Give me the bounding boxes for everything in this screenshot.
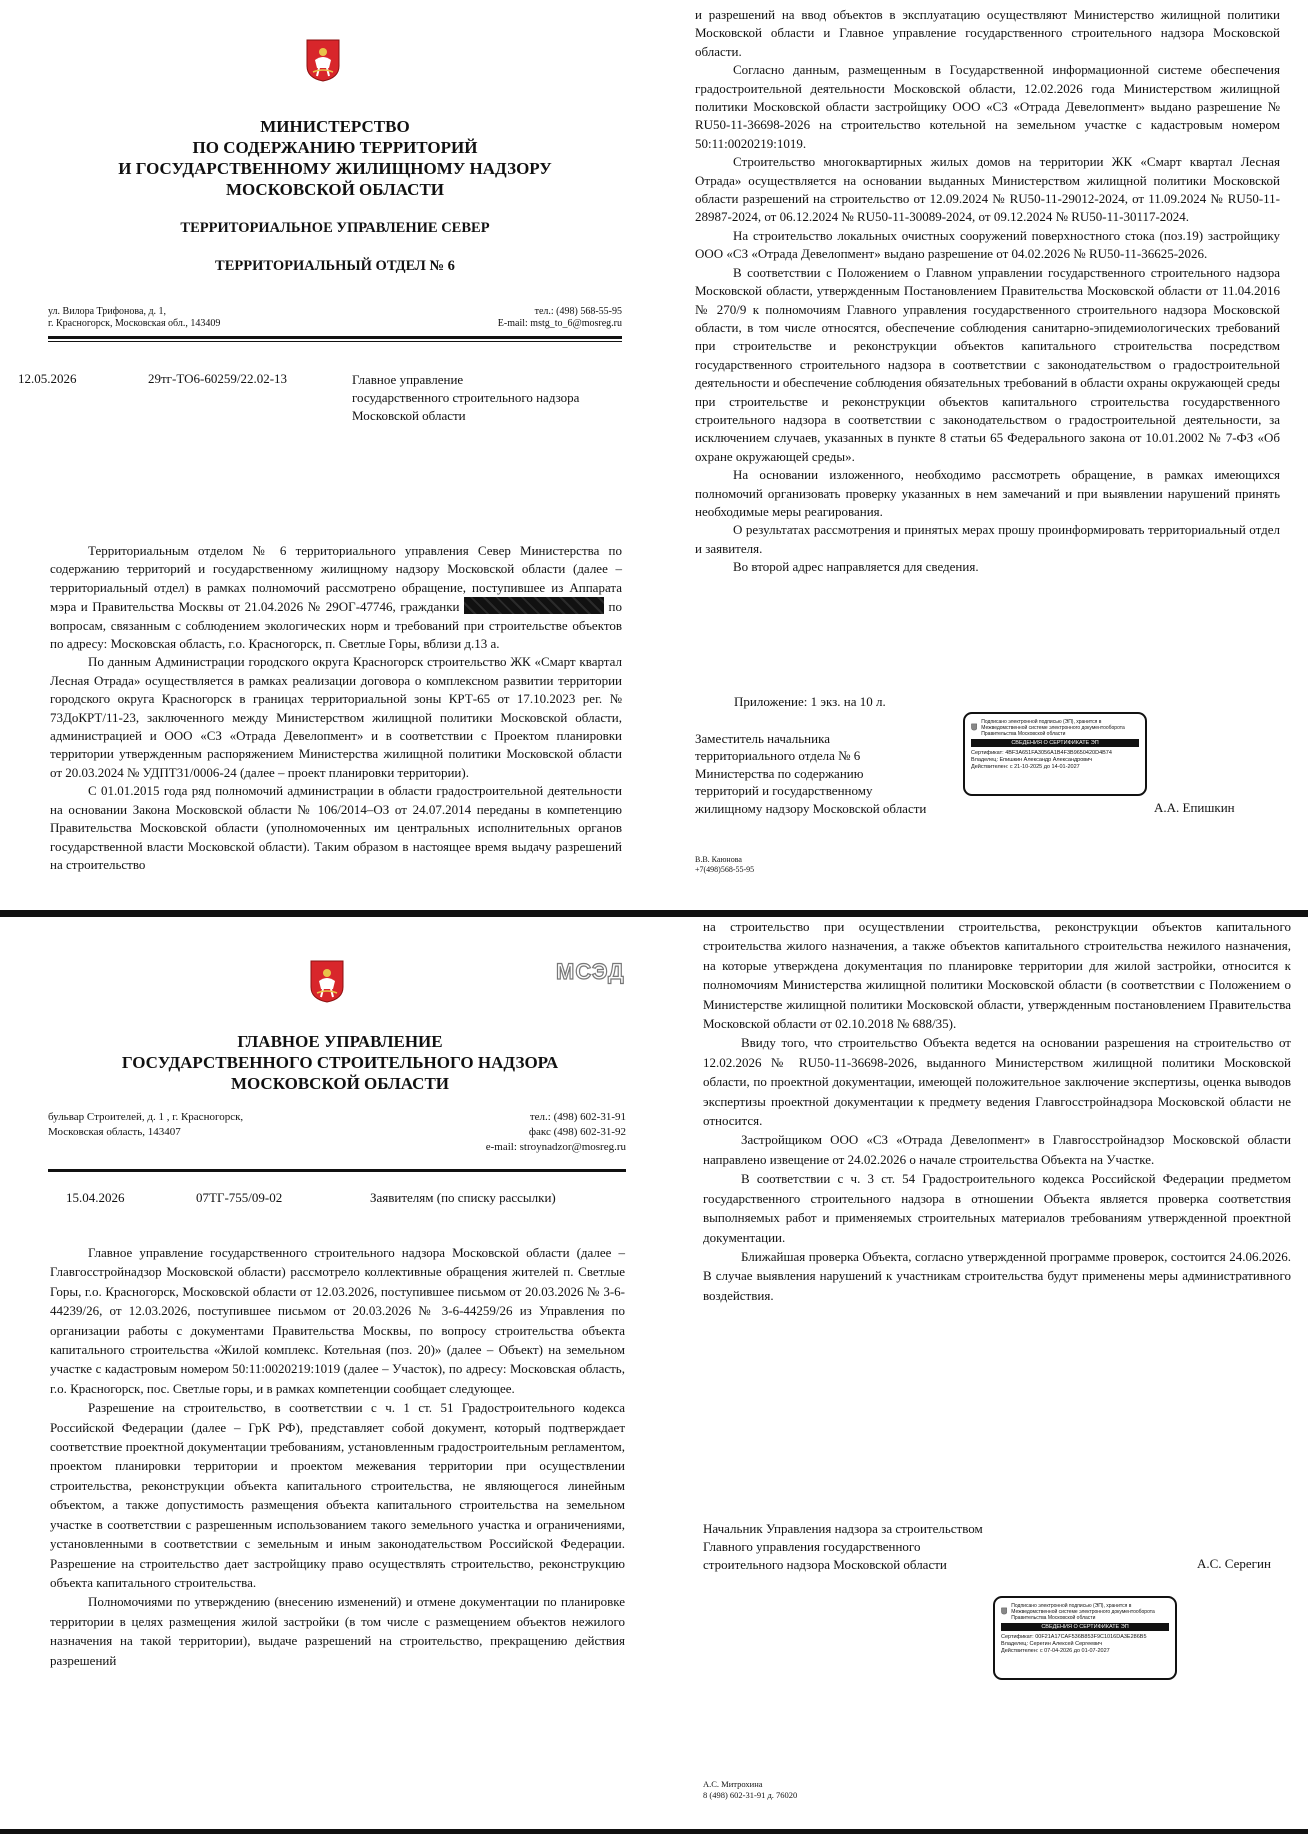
certificate-id: Сертификат: 00F21A17CAF536B853F9C1016DA3E286B5 xyxy=(1001,1634,1147,1640)
e-signature-header xyxy=(971,719,1139,737)
org-line: МОСКОВСКОЙ ОБЛАСТИ xyxy=(225,180,445,199)
paragraph: Согласно данным, размещенным в Государственной информационной системе обеспечения градостроительной деятельности Московской области, 12.02.2026 года Министерством жилищной политики Московской области застройщику ООО «СЗ «Отрада Девелопмент» выдано разрешение № RU50-11-36698-2026 на строительство котельной на земельном участке с кадастровым номером 50:11:0020219:1019. xyxy=(695,62,1280,151)
phone: тел.: (498) 602-31-91 xyxy=(529,1111,626,1123)
header-rule xyxy=(48,1169,626,1172)
signer-title-line: Главного управления государственного xyxy=(703,1539,921,1554)
e-signature-header-text: Подписано электронной подписью (ЭП), хранится в Межведомственной системе электронного документооборота Правительства Московской области xyxy=(1011,1603,1155,1621)
executor-name: А.С. Митрохина xyxy=(703,1779,763,1789)
signer-title xyxy=(703,1520,983,1574)
addressee-line: Главное управление xyxy=(352,372,464,387)
paragraph: Во второй адрес направляется для сведения. xyxy=(733,559,979,575)
org-header xyxy=(80,116,590,200)
paragraph: Главное управление государственного строительного надзора Московской области (далее – Главгосстройнадзор Московской области) рассмотрело коллективные обращения жителей п. Светлые Горы, г.о. Красногорск, Московской области от 12.03.2026, поступившее письмом от 20.03.2026 № 3-6-44239/26, от 12.03.2026, поступившее письмом от 20.03.2026 № 3-6-44259/26 из Управления по организации работы с документами Правительства Москвы, по вопросу строительства объекта капитального строительства «Жилой комплекс. Котельная (поз. 20)» (далее – Объект) на земельном участке с кадастровым номером 50:11:0020219:1019 (далее – Участок), по адресу: Московская область, г.о. Красногорск, пос. Светлые горы, и в рамках компетенции сообщает следующее. xyxy=(50,1245,625,1396)
letter-2-body-right xyxy=(703,917,1291,1305)
office-title: ТЕРРИТОРИАЛЬНЫЙ ОТДЕЛ № 6 xyxy=(215,258,455,274)
coat-of-arms-icon xyxy=(1001,1603,1007,1619)
org-line: МОСКОВСКОЙ ОБЛАСТИ xyxy=(230,1074,450,1093)
paragraph: и разрешений на ввод объектов в эксплуатацию осуществляют Министерство жилищной политики Московской области и Главное управление государственного строительного надзора Московской области. xyxy=(695,7,1280,59)
org-line: И ГОСУДАРСТВЕННОМУ ЖИЛИЩНОМУ НАДЗОРУ xyxy=(118,159,552,178)
org-line: ГОСУДАРСТВЕННОГО СТРОИТЕЛЬНОГО НАДЗОРА xyxy=(121,1053,559,1072)
letter-1-body-left xyxy=(50,542,622,874)
signer-title-line: территориального отдела № 6 xyxy=(695,748,861,764)
e-signature-header-text: Подписано электронной подписью (ЭП), хранится в Межведомственной системе электронного документооборота Правительства Московской области xyxy=(981,719,1125,737)
addressee: Заявителям (по списку рассылки) xyxy=(370,1190,556,1205)
signer-name: А.С. Серегин xyxy=(1197,1556,1271,1571)
signer-title-line: территорий и государственному xyxy=(695,783,873,799)
certificate-validity: Действителен: с 21-10-2025 до 14-01-2027 xyxy=(971,764,1080,770)
header-rule-thin xyxy=(48,341,622,342)
paragraph: В соответствии с Положением о Главном управлении государственного строительного надзора Московской области, утвержденным Постановлением Правительства Московской области от 11.04.2016 № 270/9 к полномочиям Главного управления государственного строительного надзора Московской области, в том числе относятся, обеспечение соблюдения санитарно-эпидемиологических требований при строительстве и реконструкции объектов капитального строительства посредством государственного строительного надзора в соответствии с законодательством о градостроительной деятельности и обеспечение соблюдения обязательных требований в области охраны окружающей среды при строительстве и реконструкции объектов капитального строительства государственного строительного надзора в соответствии с законодательством о градостроительной деятельности, за исключением случаев, указанных в пункте 8 статьи 65 Федерального закона от 10.01.2002 № 7-ФЗ «Об охране окружающей среды». xyxy=(695,264,1280,464)
paragraph: Строительство многоквартирных жилых домов на территории ЖК «Смарт квартал Лесная Отрада» осуществляется на основании выданных Министерством жилищной политики Московской области разрешений на строительство от 12.09.2024 № RU50-11-29012-2024, от 11.09.2024 № RU50-11-28987-2024, от 06.12.2024 № RU50-11-30089-2024, от 09.12.2024 № RU50-11-30117-2024. xyxy=(695,154,1280,225)
org-line: ГЛАВНОЕ УПРАВЛЕНИЕ xyxy=(237,1032,443,1051)
org-line: МИНИСТЕРСТВО xyxy=(260,117,410,136)
executor xyxy=(703,1779,797,1801)
paragraph: На строительство локальных очистных сооружений поверхностного стока (поз.19) застройщику ООО «СЗ «Отрада Девелопмент» выдано разрешение от 04.02.2026 № RU50-11-36625-2026. xyxy=(695,227,1280,262)
certificate-owner: Владелец: Епишкин Александр Александрович xyxy=(971,757,1093,763)
signer-title-line: Заместитель начальника xyxy=(695,731,830,746)
org-line: ПО СОДЕРЖАНИЮ ТЕРРИТОРИЙ xyxy=(192,138,478,157)
address-line: Московская область, 143407 xyxy=(48,1126,181,1138)
e-signature-band: СВЕДЕНИЯ О СЕРТИФИКАТЕ ЭП xyxy=(971,739,1139,747)
e-signature-stamp xyxy=(993,1596,1177,1680)
sender-address xyxy=(48,306,348,330)
attachment-note: Приложение: 1 экз. на 10 л. xyxy=(734,694,886,709)
executor-phone: +7(498)568-55-95 xyxy=(695,865,755,874)
paragraph: Разрешение на строительство, в соответствии с ч. 1 ст. 51 Градостроительного кодекса Российской Федерации (далее – ГрК РФ), представляет собой документ, который подтверждает соответствие проектной документации требованиям, установленным градостроительным регламентом, проектом планировки территории и проектом межевания территории при осуществлении строительства, реконструкции объекта капитального строительства, не являющегося линейным объектом, а также допустимость размещения объекта капитального строительства на земельном участке в соответствии с разрешенным использованием такого земельного участка и ограничениями, установленными в соответствии с земельным и иным законодательством Российской Федерации. Разрешение на строительство дает застройщику право осуществлять строительство, реконструкцию объекта капитального строительства. xyxy=(50,1400,625,1590)
paragraph: Полномочиями по утверждению (внесению изменений) и отмене документации по планировке территории в целях размещения жилой застройки (в том числе с размещением объектов нежилого назначения на такой территории), выдаче разрешений на строительство, прекращению действия разрешений xyxy=(50,1594,625,1668)
sender-contacts xyxy=(380,1110,626,1155)
letter-1 xyxy=(0,0,1308,910)
paragraph: Ввиду того, что строительство Объекта ведется на основании разрешения на строительство от 12.02.2026 № RU50-11-36698-2026, выданного Министерством жилищной политики Московской области, по проектной документации, имеющей положительное заключение экспертизы, оценка выводов экспертизы проектной документации к предмету ведения Главгосстройнадзора Московской области не относится. xyxy=(703,1035,1291,1129)
letter-2 xyxy=(0,917,1308,1834)
executor-name: В.В. Каюнова xyxy=(695,855,742,864)
page-divider xyxy=(0,1829,1308,1834)
coat-of-arms-icon xyxy=(971,719,977,735)
executor xyxy=(695,855,754,875)
address-line: бульвар Строителей, д. 1 , г. Красногорск, xyxy=(48,1111,244,1123)
signer-title xyxy=(695,730,926,817)
executor-phone: 8 (498) 602-31-91 д. 76020 xyxy=(703,1790,798,1800)
dept-title: ТЕРРИТОРИАЛЬНОЕ УПРАВЛЕНИЕ СЕВЕР xyxy=(180,220,490,236)
e-signature-band: СВЕДЕНИЯ О СЕРТИФИКАТЕ ЭП xyxy=(1001,1623,1169,1631)
letter-ref: 07ТГ-755/09-02 xyxy=(196,1190,283,1205)
letter-date: 12.05.2026 xyxy=(18,371,77,386)
email: e-mail: stroynadzor@mosreg.ru xyxy=(485,1141,626,1153)
certificate-id: Сертификат: 4BF3A651FA3056A1B4F3B9650420D4B74 xyxy=(971,750,1112,756)
letter-2-body-left xyxy=(50,1243,625,1670)
sender-contacts xyxy=(380,306,622,330)
org-header xyxy=(80,1031,600,1094)
paragraph-text: по вопросам, связанным с соблюдением экологических норм и требований при строительстве объектов по адресу: Московская область, г.о. Красногорск, п. Светлые Горы, вблизи д.13 а. xyxy=(50,599,622,652)
fax: факс (498) 602-31-92 xyxy=(528,1126,626,1138)
signer-title-line: Министерства по содержанию xyxy=(695,765,864,781)
letter-date: 15.04.2026 xyxy=(66,1190,125,1205)
signer-title-line: строительного надзора Московской области xyxy=(703,1557,947,1572)
paragraph: По данным Администрации городского округа Красногорск строительство ЖК «Смарт квартал Лесная Отрада» осуществляется в рамках реализации договора о комплексном развитии территории городского округа Красногорск в границах территориальной зоны КРТ-65 от 17.10.2023 рег. № 73ДоКРТ/11-23, заключенного между Министерством жилищной политики Московской области, администрацией и ООО «СЗ «Отрада Девелопмент» и в соответствии с Проектом планировки территории утвержденным распоряжением Министерства жилищной политики Московской области от 20.03.2024 № УДПТ31/0006-24 (далее – проект планировки территории). xyxy=(50,654,622,780)
paragraph: На основании изложенного, необходимо рассмотреть обращение, в рамках имеющихся полномочий организовать проверку указанных в нем замечаний и при выявлении нарушений принять необходимые меры реагирования. xyxy=(695,467,1280,519)
msed-stamp: МСЭД xyxy=(556,959,625,984)
paragraph: Застройщиком ООО «СЗ «Отрада Девелопмент» в Главгосстройнадзор Московской области направлено извещение от 24.02.2026 о начале строительства Объекта на Участке. xyxy=(703,1132,1291,1167)
letter-1-body-right xyxy=(695,6,1280,577)
email: E-mail: mstg_to_6@mosreg.ru xyxy=(497,318,622,329)
phone: тел.: (498) 568-55-95 xyxy=(534,306,622,317)
e-signature-header xyxy=(1001,1603,1169,1621)
header-rule xyxy=(48,336,622,339)
paragraph: на строительство при осуществлении строительства, реконструкции объектов капитального строительства жилого назначения, а также объектов капитального строительства нежилого назначения, на которые утверждена документация по планировке территории для жилой застройки, относится к полномочиям Министерства жилищной политики Московской области (в соответствии с Положением о Министерстве жилищной политики Московской области, утвержденным постановлением Правительства Московской области от 02.10.2018 № 688/35). xyxy=(703,919,1291,1032)
signer-title-line: Начальник Управления надзора за строительством xyxy=(703,1521,983,1536)
address-line: ул. Вилора Трифонова, д. 1, xyxy=(48,306,167,317)
redaction-block xyxy=(464,597,604,614)
coat-of-arms-icon xyxy=(305,38,341,82)
address-line: г. Красногорск, Московская обл., 143409 xyxy=(48,318,221,329)
paragraph-text: Территориальным отделом № 6 территориального управления Север Министерства по содержанию территорий и государственному жилищному надзору Московской области (далее – территориальный отдел) в рамках полномочий рассмотрено обращение, поступившее из Аппарата мэра и Правительства Москвы от 21.04.2026 № 29ОГ-47746, гражданки xyxy=(50,543,622,615)
page-divider xyxy=(0,910,1308,917)
addressee-line: государственного строительного надзора xyxy=(352,390,580,405)
e-signature-stamp xyxy=(963,712,1147,796)
paragraph: В соответствии с ч. 3 ст. 54 Градостроительного кодекса Российской Федерации предметом государственного строительного надзора в отношении Объекта является проверка соответствия выполняемых работ и применяемых строительных материалов требованиям утвержденной проектной документации. xyxy=(703,1171,1291,1245)
signer-title-line: жилищному надзору Московской области xyxy=(695,800,927,816)
paragraph: С 01.01.2015 года ряд полномочий администрации в области градостроительной деятельности на основании Закона Московской области № 106/2014–ОЗ от 24.07.2014 переданы в компетенцию Правительства Московской области (уполномоченных им центральных исполнительных органов государственной власти Московской области). Таким образом в настоящее время выдачу разрешений на строительство xyxy=(50,783,622,872)
paragraph xyxy=(50,542,622,653)
coat-of-arms-icon xyxy=(309,959,345,1003)
letter-ref: 29тг-ТО6-60259/22.02-13 xyxy=(148,371,288,386)
paragraph: Ближайшая проверка Объекта, согласно утвержденной программе проверок, состоится 24.06.2026. В случае выявления нарушений к участникам строительства будут применены меры административного воздействия. xyxy=(703,1248,1291,1303)
signer-name: А.А. Епишкин xyxy=(1154,800,1235,815)
certificate-validity: Действителен: с 07-04-2026 до 01-07-2027 xyxy=(1001,1648,1110,1654)
addressee xyxy=(352,371,579,425)
certificate-owner: Владелец: Серегин Алексей Сергеевич xyxy=(1001,1641,1103,1647)
paragraph: О результатах рассмотрения и принятых мерах прошу проинформировать территориальный отдел и заявителя. xyxy=(695,522,1280,556)
addressee-line: Московской области xyxy=(352,408,466,423)
sender-address xyxy=(48,1110,243,1140)
